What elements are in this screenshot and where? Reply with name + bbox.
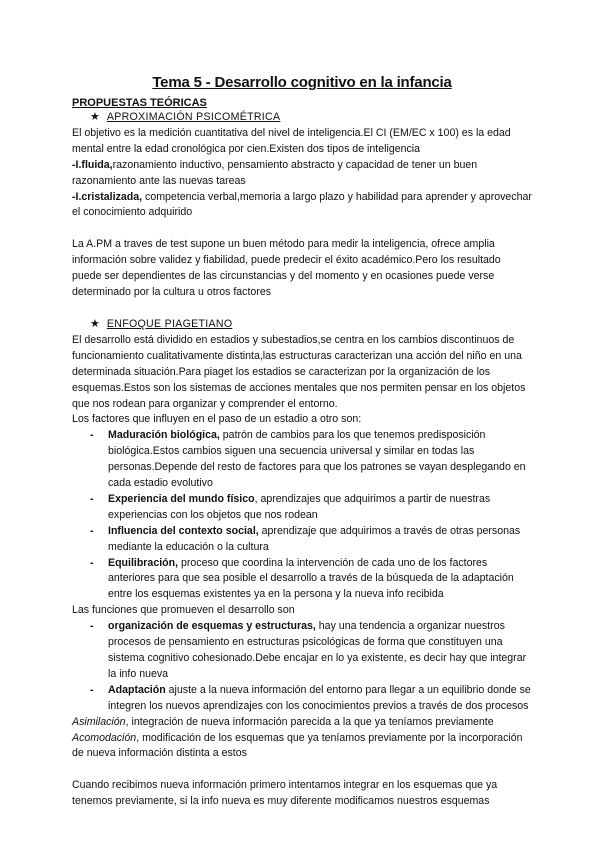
cristalizada-term: -I.cristalizada,: [72, 190, 143, 203]
cristalizada-definition: [72, 190, 532, 222]
acomodacion-text: , modificación de los esquemas que ya teníamos previamente por la incorporación de nueva información distinta a estos: [72, 731, 523, 760]
list-item-term: Influencia del contexto social,: [108, 524, 259, 537]
closing-paragraph: Cuando recibimos nueva información primero intentamos integrar en los esquemas que ya tenemos previamente, si la info nueva es muy diferente modificamos nuestros esquemas: [72, 779, 498, 808]
list-item-term: Maduración biológica,: [108, 429, 220, 442]
document-page: [72, 74, 532, 810]
asimilacion-term: Asimilación: [72, 715, 126, 728]
section-heading: PROPUESTAS TEÓRICAS: [72, 97, 207, 109]
asimilacion-definition: [72, 715, 532, 731]
document-title: Tema 5 - Desarrollo cognitivo en la infancia: [152, 74, 452, 91]
heading-psicometrica-text: APROXIMACIÓN PSICOMÉTRICA: [106, 111, 281, 123]
list-item: [90, 428, 532, 492]
list-item-text: ajuste a la nueva información del entorno para llegar a un equilibrio donde se integren los nuevos aprendizajes con los conocimientos previos a través de dos procesos: [108, 683, 531, 712]
factores-list: [72, 428, 532, 603]
list-item-text: hay una tendencia a organizar nuestros procesos de pensamiento en estructuras psicológicas de forma que constituyen una sistema cognitivo cohesionado.Debe encajar en lo ya existente, es decir hay que integrar la info nueva: [108, 620, 527, 680]
spacer: [72, 221, 532, 237]
list-item-text: aprendizaje que adquirimos a través de otras personas mediante la educación o la cultura: [108, 524, 521, 553]
list-item-term: Equilibración,: [108, 556, 179, 569]
heading-piagetiano-text: ENFOQUE PIAGETIANO: [106, 317, 233, 330]
list-item-term: Adaptación: [108, 683, 166, 696]
piagetiano-paragraph-1: El desarrollo está dividido en estadios y subestadios,se centra en los cambios discontinuos de funcionamiento cualitativamente distinta,las estructuras caracterizan una acción del niño en una determinada situación.Para piaget los estadios se caracterizan por la organización de los esquemas.Estos son los sistemas de acciones mentales que nos permiten pensar en los objetos que nos rodean para organizar y comprender el entorno.: [72, 333, 526, 410]
fluida-text: razonamiento inductivo, pensamiento abstracto y capacidad de tener un buen razonamiento ante las nuevas tareas: [72, 158, 478, 187]
list-item-text: proceso que coordina la intervención de cada uno de los factores anteriores para que sea posible el desarrollo a través de la búsqueda de la adaptación entre los esquemas existentes ya en la persona y la nueva info recibida: [108, 556, 514, 601]
spacer: [72, 762, 532, 778]
heading-piagetiano: [72, 317, 532, 333]
list-item: [90, 619, 532, 683]
funciones-intro: Las funciones que promueven el desarrollo son: [72, 604, 295, 617]
fluida-term: -I.fluida,: [72, 158, 113, 171]
cristalizada-text: competencia verbal,memoria a largo plazo y habilidad para aprender y aprovechar el conocimiento adquirido: [72, 190, 532, 219]
factores-intro: Los factores que influyen en el paso de un estadio a otro son:: [72, 413, 362, 426]
list-item-term: organización de esquemas y estructuras,: [108, 620, 316, 633]
star-bullet-icon: ★: [90, 317, 100, 330]
psicometrica-paragraph-1: El objetivo es la medición cuantitativa del nivel de inteligencia.El CI (EM/EC x 100) es la edad mental entre la edad cronológica por cien.Existen dos tipos de inteligencia: [72, 126, 511, 155]
list-item-term: Experiencia del mundo físico: [108, 492, 255, 505]
acomodacion-definition: [72, 731, 532, 763]
acomodacion-term: Acomodación: [72, 731, 137, 744]
list-item: [90, 492, 532, 524]
funciones-list: [72, 619, 532, 714]
list-item-text: , aprendizajes que adquirimos a partir de nuestras experiencias con los objetos que nos rodean: [108, 492, 491, 521]
heading-psicometrica: [72, 110, 532, 126]
list-item: [90, 683, 532, 715]
fluida-definition: [72, 158, 532, 190]
asimilacion-text: , integración de nueva información parecida a la que ya teníamos previamente: [125, 715, 494, 728]
psicometrica-paragraph-2: La A.PM a traves de test supone un buen método para medir la inteligencia, ofrece amplia información sobre validez y fiabilidad, puede predecir el éxito académico.Pero los resultado puede ser dependientes de las circunstancias y del momento y en ocasiones puede verse determinado por la cultura u otros factores: [72, 238, 501, 299]
list-item-text: patrón de cambios para los que tenemos predisposición biológica.Estos cambios siguen una secuencia universal y similar en todas las personas.Depende del resto de factores para que los patrones se vayan desplegando en cada estadio evolutivo: [108, 429, 526, 490]
list-item: [90, 556, 532, 604]
spacer: [72, 301, 532, 317]
list-item: [90, 524, 532, 556]
star-bullet-icon: ★: [90, 111, 100, 123]
